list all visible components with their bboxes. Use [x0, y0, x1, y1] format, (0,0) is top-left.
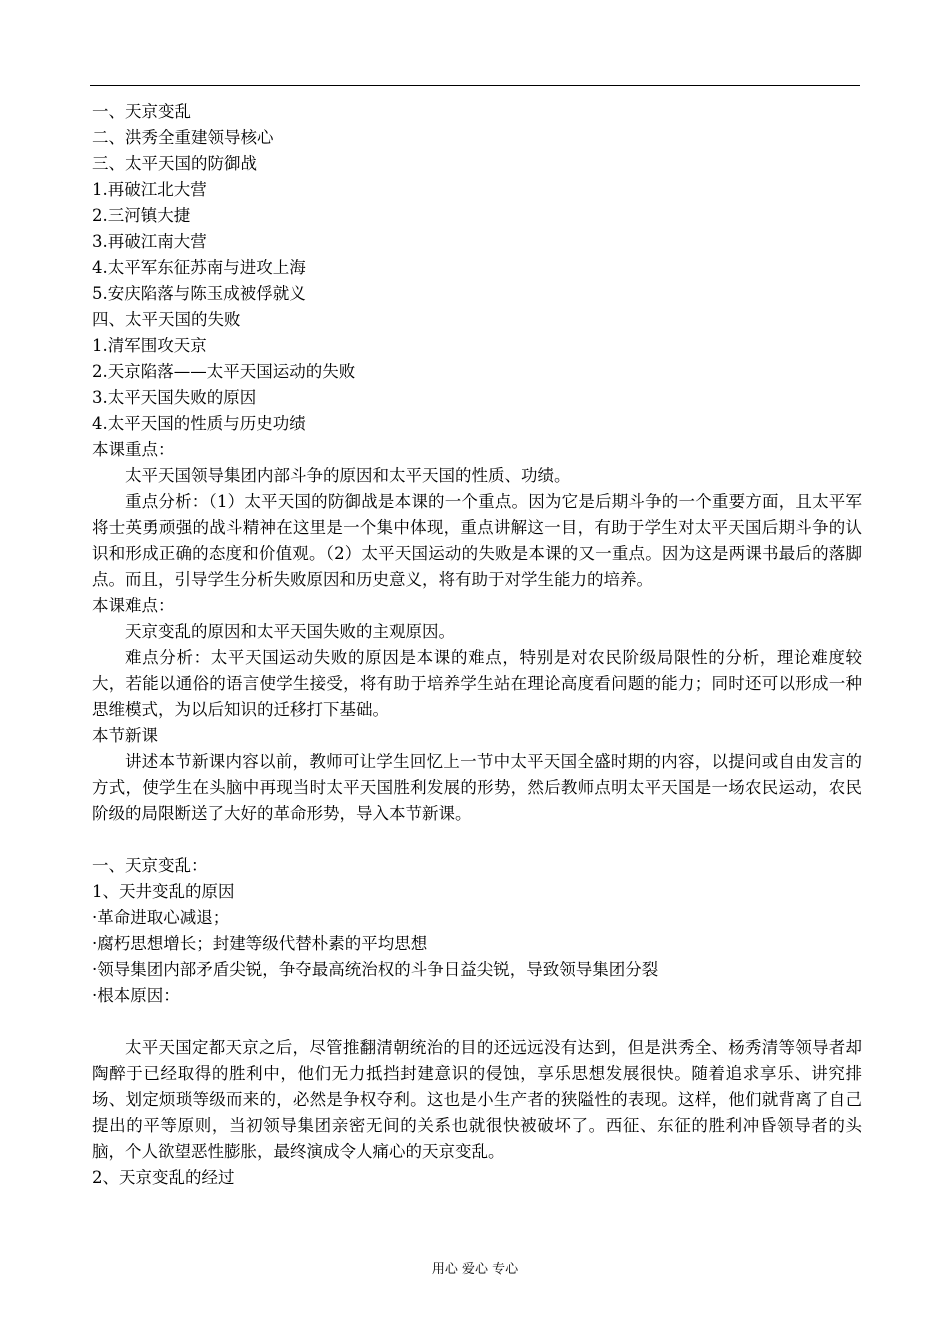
- new-lesson-text: 讲述本节新课内容以前，教师可让学生回忆上一节中太平天国全盛时期的内容，以提问或自由发言的方式，使学生在头脑中再现当时太平天国胜利发展的形势，然后教师点明太平天国是一场农民运动，农民阶级的局限断送了大好的革命形势，导入本节新课。: [92, 752, 862, 823]
- outline-item: 一、天京变乱: [92, 102, 191, 121]
- outline-item: 2.三河镇大捷: [92, 206, 191, 225]
- outline-item: 4.太平天国的性质与历史功绩: [92, 414, 306, 433]
- section-paragraph: 太平天国定都天京之后，尽管推翻清朝统治的目的还远远没有达到，但是洪秀全、杨秀清等领导者却陶醉于已经取得的胜利中，他们无力抵挡封建意识的侵蚀，享乐思想发展很快。随着追求享乐、讲究排场、划定烦琐等级而来的，必然是争权夺利。这也是小生产者的狭隘性的表现。这样，他们就背离了自己提出的平等原则，当初领导集团亲密无间的关系也就很快被破坏了。西征、东征的胜利冲昏领导者的头脑，个人欲望恶性膨胀，最终演成令人痛心的天京变乱。: [92, 1038, 862, 1161]
- outline: [92, 99, 862, 437]
- difficult-points-summary: 天京变乱的原因和太平天国失败的主观原因。: [125, 622, 455, 641]
- outline-item: 2.天京陷落——太平天国运动的失败: [92, 362, 356, 381]
- difficult-points-heading: 本课难点：: [92, 596, 175, 615]
- bullet-item: ·腐朽思想增长；封建等级代替朴素的平均思想: [92, 934, 428, 953]
- outline-item: 二、洪秀全重建领导核心: [92, 128, 274, 147]
- outline-item: 四、太平天国的失败: [92, 310, 241, 329]
- page-footer: 用心 爱心 专心: [431, 1262, 519, 1277]
- blank-line: [92, 1009, 862, 1035]
- outline-item: 5.安庆陷落与陈玉成被俘就义: [92, 284, 306, 303]
- difficult-points-analysis: 难点分析：太平天国运动失败的原因是本课的难点，特别是对农民阶级局限性的分析，理论难度较大，若能以通俗的语言使学生接受，将有助于培养学生站在理论高度看问题的能力；同时还可以形成一种思维模式，为以后知识的迁移打下基础。: [92, 648, 862, 719]
- key-points-heading: 本课重点：: [92, 440, 175, 459]
- header-rule: [90, 85, 860, 86]
- outline-item: 3.太平天国失败的原因: [92, 388, 257, 407]
- outline-item: 4.太平军东征苏南与进攻上海: [92, 258, 306, 277]
- outline-item: 三、太平天国的防御战: [92, 154, 257, 173]
- key-points-analysis: 重点分析：（1）太平天国的防御战是本课的一个重点。因为它是后期斗争的一个重要方面，且太平军将士英勇顽强的战斗精神在这里是一个集中体现，重点讲解这一目，有助于学生对太平天国后期斗争的认识和形成正确的态度和价值观。（2）太平天国运动的失败是本课的又一重点。因为这是两课书最后的落脚点。而且，引导学生分析失败原因和历史意义，将有助于对学生能力的培养。: [92, 492, 862, 589]
- section-title: 一、天京变乱：: [92, 856, 208, 875]
- subsection-title: 2、天京变乱的经过: [92, 1168, 235, 1187]
- outline-item: 1.清军围攻天京: [92, 336, 207, 355]
- outline-item: 1.再破江北大营: [92, 180, 207, 199]
- blank-line: [92, 827, 862, 853]
- document-body: [92, 99, 862, 1191]
- key-points-summary: 太平天国领导集团内部斗争的原因和太平天国的性质、功绩。: [125, 466, 571, 485]
- subsection-title: 1、天井变乱的原因: [92, 882, 235, 901]
- bullet-item: ·根本原因：: [92, 986, 180, 1005]
- bullet-item: ·领导集团内部矛盾尖锐，争夺最高统治权的斗争日益尖锐，导致领导集团分裂: [92, 960, 659, 979]
- bullet-item: ·革命进取心减退；: [92, 908, 230, 927]
- new-lesson-heading: 本节新课: [92, 726, 158, 745]
- outline-item: 3.再破江南大营: [92, 232, 207, 251]
